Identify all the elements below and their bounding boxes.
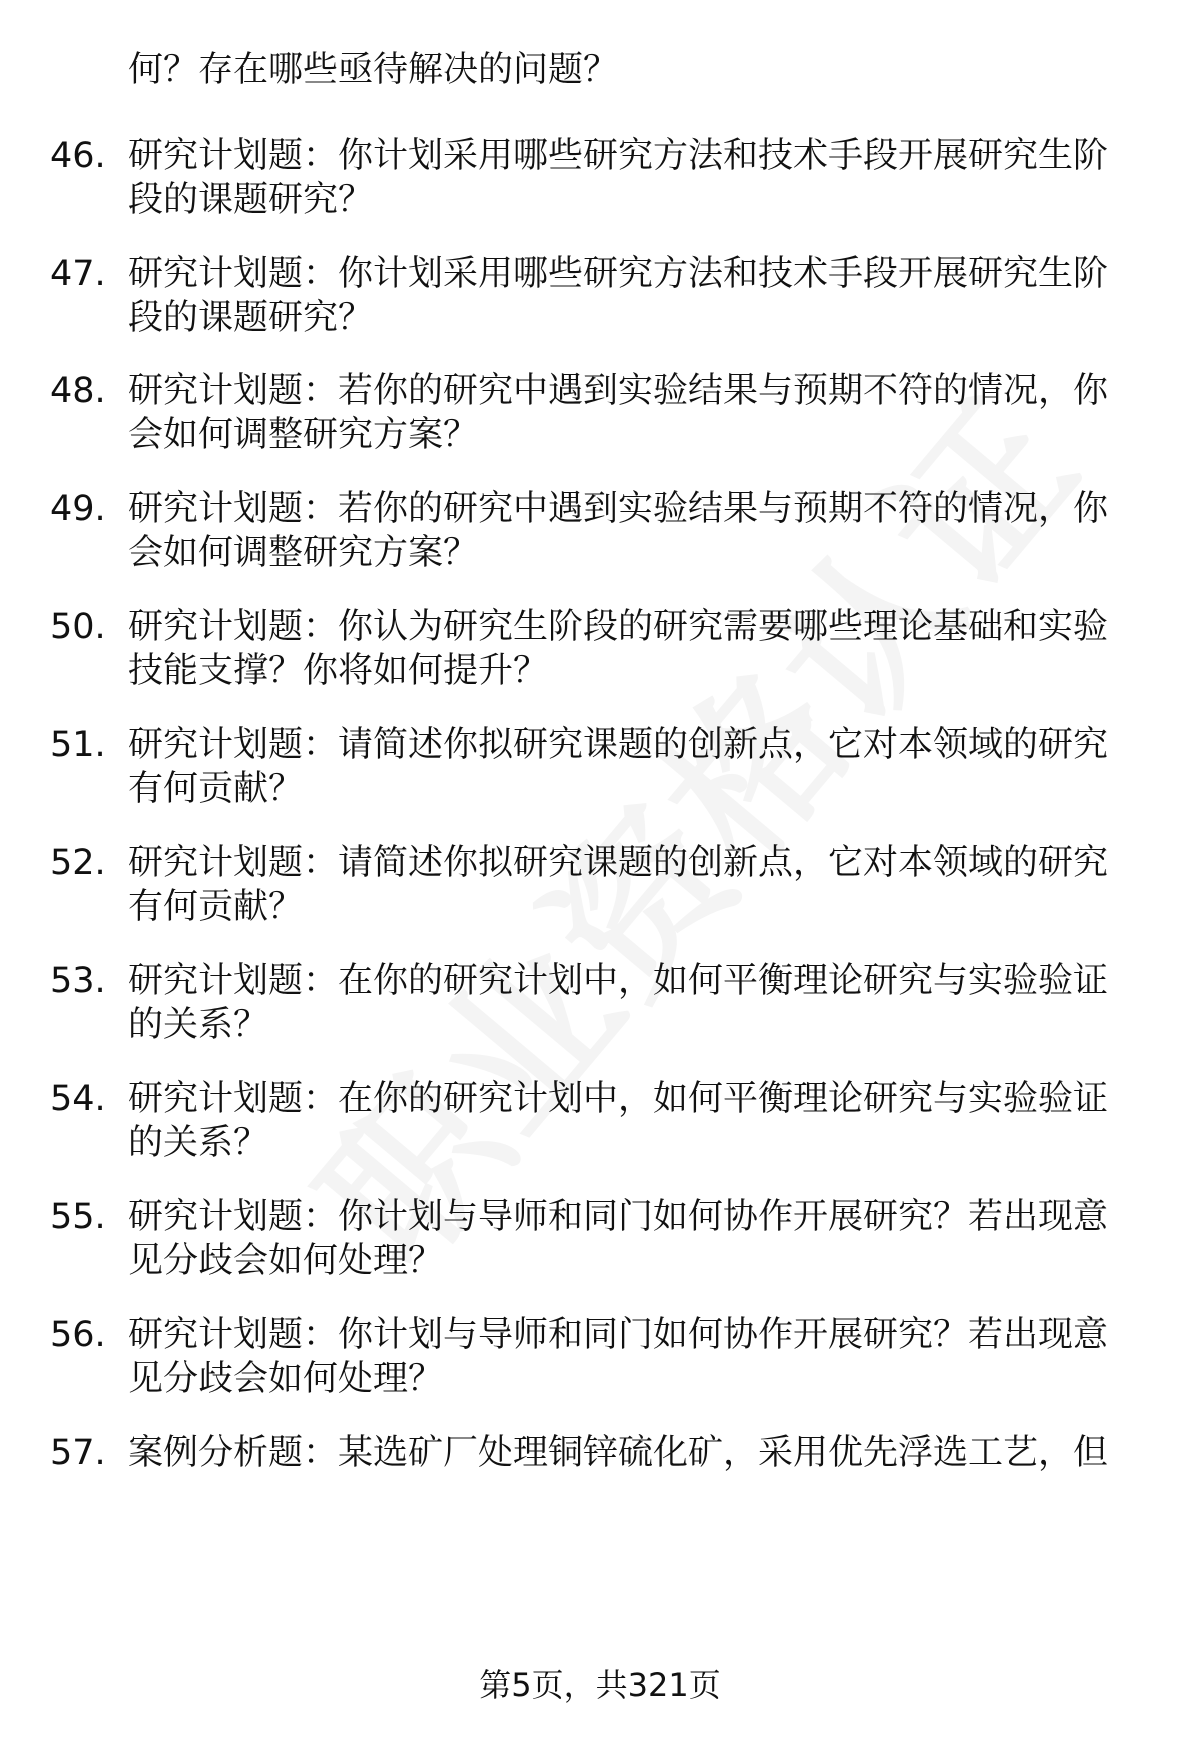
question-text-line1: 研究计划题：请简述你拟研究课题的创新点，它对本领域的研究 <box>128 725 1109 765</box>
question-text-line1: 研究计划题：若你的研究中遇到实验结果与预期不符的情况，你 <box>128 371 1109 411</box>
question-text-line2: 的关系？ <box>128 1005 269 1045</box>
question-text-line2: 有何贡献？ <box>128 769 304 809</box>
question-number: 49. <box>50 489 106 529</box>
question-text-line2: 会如何调整研究方案？ <box>128 533 479 573</box>
question-number: 53. <box>50 961 106 1001</box>
question-number: 55. <box>50 1197 106 1237</box>
question-text-line2: 的关系？ <box>128 1123 269 1163</box>
question-text-line2: 技能支撑？你将如何提升？ <box>128 651 549 691</box>
question-number: 51. <box>50 725 106 765</box>
continued-question-text: 何？存在哪些亟待解决的问题？ <box>128 50 619 90</box>
question-text-line1: 案例分析题：某选矿厂处理铜锌硫化矿，采用优先浮选工艺，但 <box>128 1433 1109 1473</box>
page-footer: 第5页，共321页 <box>479 1666 721 1704</box>
question-text-line1: 研究计划题：在你的研究计划中，如何平衡理论研究与实验验证 <box>128 1079 1109 1119</box>
question-text-line1: 研究计划题：你计划采用哪些研究方法和技术手段开展研究生阶 <box>128 254 1109 294</box>
question-number: 56. <box>50 1315 106 1355</box>
question-text-line1: 研究计划题：若你的研究中遇到实验结果与预期不符的情况，你 <box>128 489 1109 529</box>
question-number: 57. <box>50 1433 106 1473</box>
question-text-line1: 研究计划题：你计划与导师和同门如何协作开展研究？若出现意 <box>128 1315 1109 1355</box>
question-number: 47. <box>50 254 106 294</box>
question-text-line1: 研究计划题：在你的研究计划中，如何平衡理论研究与实验验证 <box>128 961 1109 1001</box>
question-text-line2: 见分歧会如何处理？ <box>128 1241 444 1281</box>
question-number: 46. <box>50 136 106 176</box>
question-number: 48. <box>50 371 106 411</box>
question-number: 50. <box>50 607 106 647</box>
question-text-line1: 研究计划题：你计划与导师和同门如何协作开展研究？若出现意 <box>128 1197 1109 1237</box>
question-text-line1: 研究计划题：你计划采用哪些研究方法和技术手段开展研究生阶 <box>128 136 1109 176</box>
question-text-line2: 见分歧会如何处理？ <box>128 1359 444 1399</box>
question-number: 52. <box>50 843 106 883</box>
question-text-line1: 研究计划题：请简述你拟研究课题的创新点，它对本领域的研究 <box>128 843 1109 883</box>
question-text-line1: 研究计划题：你认为研究生阶段的研究需要哪些理论基础和实验 <box>128 607 1109 647</box>
question-text-line2: 有何贡献？ <box>128 887 304 927</box>
question-text-line2: 会如何调整研究方案？ <box>128 415 479 455</box>
question-text-line2: 段的课题研究？ <box>128 180 374 220</box>
question-text-line2: 段的课题研究？ <box>128 298 374 338</box>
question-number: 54. <box>50 1079 106 1119</box>
